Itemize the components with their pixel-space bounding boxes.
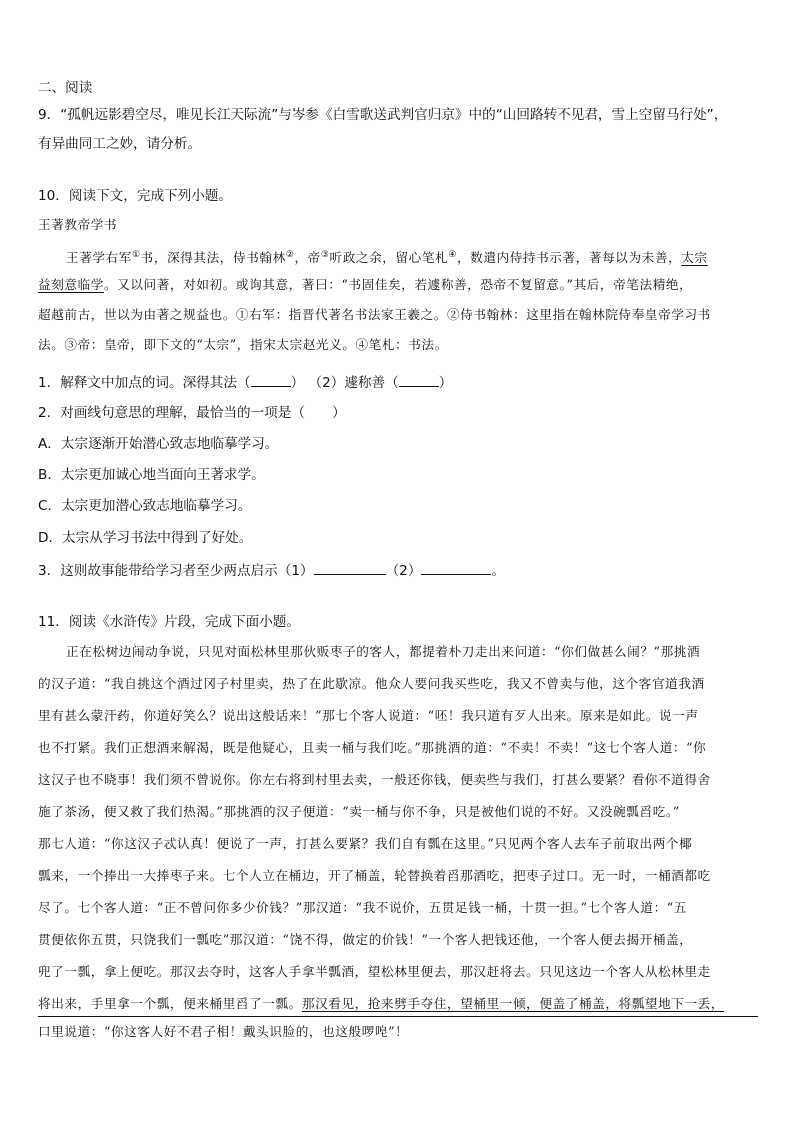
passage-line-1: 王著学右军①书，深得其法，侍书翰林②，帝③听政之余，留心笔札④，数遣内侍持书示著，著每以为未善，太宗 bbox=[66, 250, 708, 266]
passage-line: 里有甚么蒙汗药，你道好笑么？说出这般话来！”那七个客人说道：“呸！我只道有歹人出来。原来是如此。说一声 bbox=[38, 708, 699, 723]
answer-blank[interactable] bbox=[399, 372, 439, 387]
passage-line: 将出来，手里拿一个瓢，便来桶里舀了一瓢。那汉看见，抢来劈手夺住，望桶里一倾，便盖了桶盖，将瓢望地下一丢， bbox=[38, 996, 725, 1011]
footnote-marker: ① bbox=[131, 250, 141, 260]
q9-line-1: 9．“孤帆远影碧空尽，唯见长江天际流”与岑参《白雪歌送武判官归京》中的“山回路转不见君，雪上空留马行处”， bbox=[38, 107, 728, 123]
footnote-marker: ④ bbox=[448, 250, 457, 260]
underline-rule bbox=[38, 1016, 758, 1017]
passage-line: 的汉子道：“我自挑这个酒过冈子村里卖，热了在此歇凉。他众人要问我买些吃，我又不曾卖与他，这个客官道我酒 bbox=[38, 676, 705, 691]
option-d: D．太宗从学习书法中得到了好处。 bbox=[38, 530, 253, 546]
underlined-sentence: 益刻意临学 bbox=[38, 277, 104, 292]
passage-line: 口里说道：“你这客人好不君子相！戴头识脸的，也这般啰唣”！ bbox=[38, 1024, 409, 1039]
underlined-sentence: 太宗 bbox=[681, 250, 708, 266]
option-a: A．太宗逐渐开始潜心致志地临摹学习。 bbox=[38, 436, 279, 452]
passage-line: 那七人道：“你这汉子忒认真！便说了一声，打甚么要紧？我们自有瓢在这里。”只见两个客人去车子前取出两个椰 bbox=[38, 836, 693, 851]
section-title: 二、阅读 bbox=[38, 80, 93, 96]
passage-line-3: 超越前古，世以为由著之规益也。①右军：指晋代著名书法家王羲之。②侍书翰林：这里指在翰林院侍奉皇帝学习书 bbox=[38, 307, 711, 322]
answer-blank[interactable] bbox=[314, 560, 386, 575]
passage-line-4: 法。③帝：皇帝，即下文的“太宗”，指宋太宗赵光义。④笔札：书法。 bbox=[38, 337, 448, 352]
footnote-marker: ③ bbox=[320, 250, 330, 260]
passage-line: 贯便依你五贯，只饶我们一瓢吃”那汉道：“饶不得，做定的价钱！”一个客人把钱还他，一个客人便去揭开桶盖， bbox=[38, 932, 693, 947]
underlined-sentence: 那汉看见，抢来劈手夺住，望桶里一倾，便盖了桶盖，将瓢望地下一丢， bbox=[301, 996, 725, 1011]
passage-line: 尽了。七个客人道：“正不曾问你多少价钱？”那汉道：“我不说价，五贯足钱一桶，十贯一担。”七个客人道：“五 bbox=[38, 900, 687, 915]
passage-line: 正在松树边闹动争说，只见对面松林里那伙贩枣子的客人，都提着朴刀走出来问道：“你们做甚么闹？”那挑酒 bbox=[66, 644, 701, 659]
option-b: B．太宗更加诚心地当面向王著求学。 bbox=[38, 467, 265, 483]
passage-line-2: 益刻意临学。又以问著，对如初。或询其意，著曰：“书固佳矣，若遽称善，恐帝不复留意。”其后，帝笔法精绝， bbox=[38, 277, 693, 292]
passage-line: 瓢来，一个捧出一大捧枣子来。七个人立在桶边，开了桶盖，轮替换着舀那酒吃，把枣子过口。无一时，一桶酒都吃 bbox=[38, 868, 711, 883]
q10-sub-1: 1．解释文中加点的词。深得其法（ ） （2）遽称善（ ） bbox=[38, 372, 452, 393]
passage-title: 王著教帝学书 bbox=[38, 217, 118, 232]
option-c: C．太宗更加潜心致志地临摹学习。 bbox=[38, 498, 252, 514]
passage-line: 也不打紧。我们正想酒来解渴，既是他疑心，且卖一桶与我们吃。”那挑酒的道：“不卖！不卖！”这七个客人道：“你 bbox=[38, 740, 707, 755]
answer-blank[interactable] bbox=[251, 372, 291, 387]
footnote-marker: ② bbox=[285, 250, 295, 260]
q10-header: 10．阅读下文，完成下列小题。 bbox=[38, 188, 233, 204]
answer-blank[interactable] bbox=[421, 560, 491, 575]
q10-sub-3: 3．这则故事能带给学习者至少两点启示（1） （2） 。 bbox=[38, 560, 505, 581]
q10-sub-2: 2．对画线句意思的理解，最恰当的一项是（ ） bbox=[38, 405, 346, 421]
passage-line: 兜了一瓢，拿上便吃。那汉去夺时，这客人手拿半瓢酒，望松林里便去，那汉赶将去。只见这边一个客人从松林里走 bbox=[38, 964, 711, 979]
passage-line: 施了茶汤，便又救了我们热渴。”那挑酒的汉子便道：“卖一桶与你不争，只是被他们说的不好。又没碗瓢舀吃。” bbox=[38, 804, 680, 819]
q9-line-2: 有异曲同工之妙，请分析。 bbox=[38, 136, 202, 152]
passage-line: 这汉子也不晓事！我们须不曾说你。你左右将到村里去卖，一般还你钱，便卖些与我们，打甚么要紧？看你不道得舍 bbox=[38, 772, 711, 787]
q11-header: 11．阅读《水浒传》片段，完成下面小题。 bbox=[38, 614, 300, 630]
